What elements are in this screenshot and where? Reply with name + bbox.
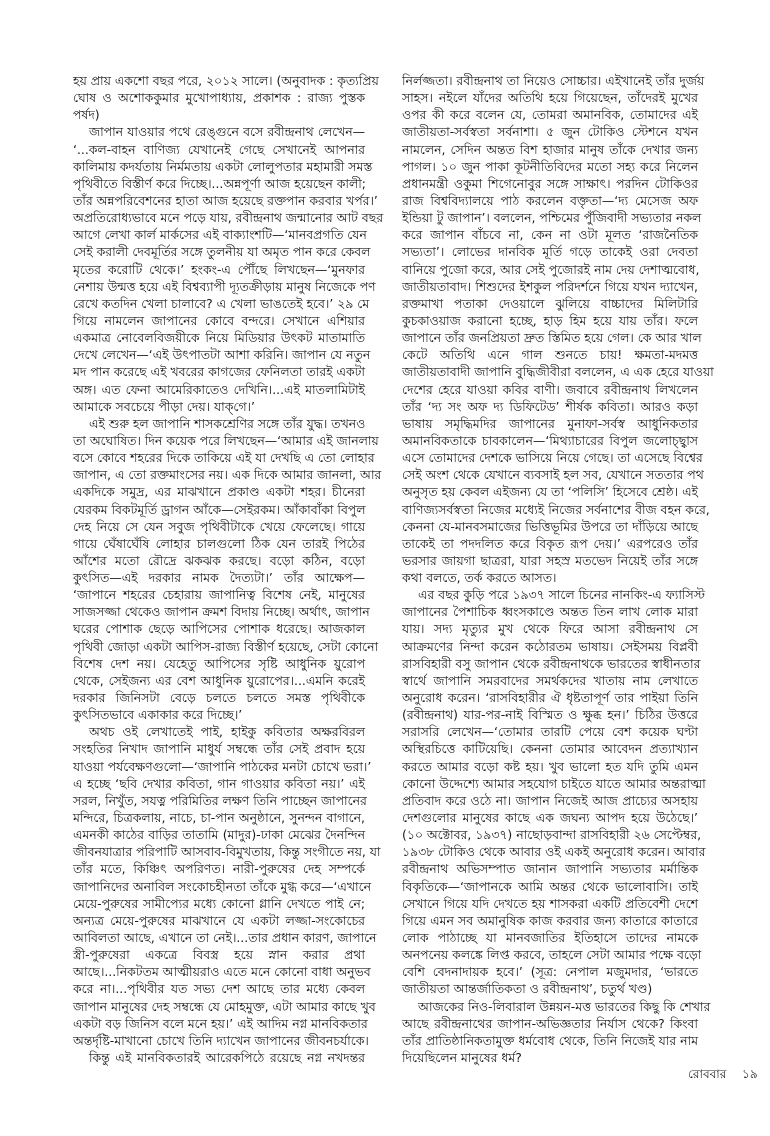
text-line: ঘোষ ও অশোককুমার মুখোপাধ্যায়, প্রকাশক : রাজ্য পুস্তক xyxy=(73,90,365,106)
text-line: কোনো উদ্দেশ্যে আমার সহযোগ চাইতে যাতে আমার অন্তরাত্মা xyxy=(402,775,706,791)
text-line: গায়ে ঘেঁষাঘেঁষি লোহার চালগুলো ঠিক যেন তারই পিঠের xyxy=(73,535,365,551)
text-line: ১৯৩৮ টোকিও থেকে আবার ওই একই অনুরোধ করেন। আবার xyxy=(402,844,706,860)
text-line: কুৎসিত—এই দরকার নামক দৈত্যটা।’ তাঁর আক্ষেপ— xyxy=(73,570,365,586)
text-line: তাঁর অন্নপরিবেশনের হাতা আজ হয়েছে রক্তপান করবার খর্পর।’ xyxy=(73,192,378,208)
text-line: (১০ অক্টোবর, ১৯৩৭) নাছোড়বান্দা রাসবিহারী ২৬ সেপ্টেম্বর, xyxy=(402,827,702,843)
text-line: আঁশের মতো রৌদ্রে ঝকঝক করছে। বড়ো কঠিন, বড়ো xyxy=(73,552,365,568)
text-line: অন্যত্র মেয়ে-পুরুষের মাঝখানে যে একটা লজ্জা-সংকোচের xyxy=(73,912,365,928)
text-line: রাসবিহারী বসু জাপান থেকে রবীন্দ্রনাথকে ভারতের স্বাধীনতার xyxy=(402,655,701,671)
text-line: কেননা যে-মানবসমাজের ভিত্তিভূমির উপরে তা দাঁড়িয়ে আছে xyxy=(402,518,698,534)
text-line: এমনকী কাঠের বাড়ির তাতামি (মাদুর)-ঢাকা মেঝের দৈনন্দিন xyxy=(73,827,365,843)
text-line: রাজ বিশ্ববিদ্যালয়ে পাঠ করলেন বক্তৃতা—‘দ্য মেসেজ অফ xyxy=(402,192,698,208)
text-line: লোক পাঠাচ্ছে যা মানবজাতির ইতিহাসে তাদের নামকে xyxy=(402,930,698,945)
text-line: পাগল। ১০ জুন পাকা কূটনীতিবিদের মতো সহ্য করে নিলেন xyxy=(402,158,698,174)
text-line: অঙ্গ। এত ফেনা আমেরিকাতেও দেখিনি।...এই মাতলামিটাই xyxy=(73,381,365,397)
text-line: আজকের নিও-লিবারাল উন্নয়ন-মত্ত ভারতের কিছু কি শেখার xyxy=(418,998,711,1014)
text-line: হয় প্রায় একশো বছর পরে, ২০১২ সালে। (অনুবাদক : কৃত্যপ্রিয় xyxy=(73,73,379,88)
text-line: মন্দিরে, চিত্রকলায়, নাচে, চা-পান অনুষ্ঠানে, সুনন্দন বাগানে, xyxy=(73,810,365,826)
text-line: এর বছর কুড়ি পরে ১৯৩৭ সালে চিনের নানকিং-এ ফ্যাসিস্ট xyxy=(418,587,705,603)
text-line: পৃথিবী জোড়া একটা আপিস-রাজ্য বিস্তীর্ণ হয়েছে, সেটা কোনো xyxy=(73,638,379,654)
text-line: এই শুরু হল জাপানি শাসকশ্রেণির সঙ্গে তাঁর যুদ্ধ। তখনও xyxy=(89,415,366,431)
text-line: কিন্তু এই মানবিকতারই আরেকপিঠে রয়েছে নগ্ন নখদন্তর xyxy=(89,1049,365,1065)
text-line: ওপর কী করে বলেন যে, তোমরা অমানবিক, তোমাদের এই xyxy=(402,107,698,123)
text-line: কেটে অতিথি এনে গাল শুনতে চায়! ক্ষমতা-মদমত্ত xyxy=(402,347,698,363)
text-line: তাকেই তা পদদলিত করে বিকৃত রূপ দেয়।’ এরপরেও তাঁর xyxy=(402,535,698,551)
text-line: জাপানের পৈশাচিক ধ্বংসকাণ্ডে অন্তত তিন লাখ লোক মারা xyxy=(402,604,698,620)
text-line: করে না।...পৃথিবীর যত সভ্য দেশ আছে তার মধ্যে কেবল xyxy=(73,981,365,997)
text-line: একদিকে সমুদ্র, এর মাঝখানে প্রকাণ্ড একটা শহর। চীনেরা xyxy=(73,484,365,500)
text-line: ‘জাপানে শহরের চেহারায় জাপানিত্ব বিশেষ নেই, মানুষের xyxy=(73,587,365,603)
text-line: একটা বড় জিনিস বলে মনে হয়।’ এই আদিম নগ্ন মানবিকতার xyxy=(73,1015,368,1031)
text-line: কুচকাওয়াজ করানো হচ্ছে, হাড় হিম হয়ে যায় তাঁর। ফলে xyxy=(402,312,698,328)
text-line: জাপানিদের অনাবিল সংকোচহীনতা তাঁকে মুগ্ধ করে—‘এখানে xyxy=(73,878,371,894)
text-line: অথচ ওই লেখাতেই পাই, হাইকু কবিতার অক্ষরবিরল xyxy=(89,724,365,740)
text-line: স্ত্রী-পুরুষেরা একত্রে বিবস্ত্র হয়ে স্নান করার প্রথা xyxy=(73,947,365,963)
text-line: সরাসরি লেখেন—‘তোমার তারটি পেয়ে বেশ কয়েক ঘণ্টা xyxy=(402,724,698,740)
page-footer xyxy=(688,1066,758,1086)
text-line: জাপান, এ তো রক্তমাংসের নয়। এক দিকে আমার জানলা, আর xyxy=(73,467,382,483)
text-line: বিশেষ দেশ নয়। যেহেতু আপিসের সৃষ্টি আধুনিক য়ুরোপ xyxy=(73,655,365,671)
text-line: এসে তোমাদের দেশকে ভাসিয়ে নিয়ে গেছে। তা এসেছে বিশ্বের xyxy=(402,450,703,466)
text-line: জাতীয়তাবাদী জাপানি বুদ্ধিজীবীরা বললেন, এ এক হেরে যাওয়া xyxy=(402,364,714,380)
text-line: সাজসজ্জা থেকেও জাপান ক্রমশ বিদায় নিচ্ছে। অর্থাৎ, জাপান xyxy=(73,604,370,620)
text-line: ‘...কল-বাহন বাণিজ্য যেখানেই গেছে সেখানেই আপনার xyxy=(73,141,365,157)
text-line: স্বার্থে জাপানি সমরবাদের সমর্থকদের খাতায় নাম লেখাতে xyxy=(402,672,698,688)
text-line: অনুসৃত হয় কেবল এইজন্য যে তা ‘পলিসি’ হিসেবে শ্রেষ্ঠ। এই xyxy=(402,484,698,500)
text-line: রবীন্দ্রনাথ অভিসম্পাত জানান জাপানি সভ্যতার মর্মান্তিক xyxy=(402,861,698,877)
text-line: গিয়ে এমন সব অমানুষিক কাজ করবার জন্য কাতারে কাতারে xyxy=(402,912,698,928)
text-line: তা অঘোষিত। দিন কয়েক পরে লিখছেন—‘আমার এই জানলায় xyxy=(73,432,379,448)
text-line: দিয়েছিলেন মানুষের ধর্ম? xyxy=(402,1049,522,1065)
text-line: মৃতের করোটি থেকে।’ হংকং-এ পৌঁছে লিখছেন—‘মুনফার xyxy=(73,261,365,277)
text-line: বাণিজ্যসর্বস্বতা নিজের মধ্যেই নিজের সর্বনাশের বীজ বহন করে, xyxy=(402,501,710,517)
text-line: জীবনযাত্রার পরিপাটি আসবাব-বিমুখতায়, কিন্তু সংগীতে নয়, যা xyxy=(73,844,381,860)
text-line: নির্লজ্জতা। রবীন্দ্রনাথ তা নিয়েও সোচ্চার। এইখানেই তাঁর দুর্জয় xyxy=(402,73,705,88)
text-line: যায়। সদ্য মৃত্যুর মুখ থেকে ফিরে আসা রবীন্দ্রনাথ সে xyxy=(402,621,698,637)
text-line: পৃথিবীতে বিস্তীর্ণ করে দিচ্ছে।...অন্নপূর্ণা আজ হয়েছেন কালী; xyxy=(73,175,366,191)
text-line: অমানবিকতাকে চাবকালেন—‘মিথ্যাচারের বিপুল জলোচ্ছ্বাস xyxy=(402,432,698,448)
text-line: এ হচ্ছে ‘ছবি দেখার কবিতা, গান গাওয়ার কবিতা নয়।’ এই xyxy=(73,775,365,791)
text-line: অন্তর্দৃষ্টি-মাখানো চোখে তিনি দ্যাখেন জাপানের জীবনচর্যাকে। xyxy=(73,1032,369,1048)
text-line: সাহস। নইলে যাঁদের অতিথি হয়ে গিয়েছেন, তাঁদেরই মুখের xyxy=(402,90,698,106)
text-line: পর্ষদ) xyxy=(73,107,100,123)
text-line: নেশায় উন্মত্ত হয়ে এই বিশ্বব্যাপী দ্যূতক্রীড়ায় মানুষ নিজেকে পণ xyxy=(73,278,376,294)
text-line: আছে রবীন্দ্রনাথের জাপান-অভিজ্ঞতার নির্যাস থেকে? কিংবা xyxy=(402,1015,698,1031)
text-line: জাতীয়তাবাদ। শিশুদের ইশকুল পরিদর্শনে গিয়ে যখন দ্যাখেন, xyxy=(402,278,698,294)
text-line: বেশি বেদনাদায়ক হবে।’ (সূত্র: নেপাল মজুমদার, ‘ভারতে xyxy=(402,964,698,980)
text-line: জাপান যাওয়ার পথে রেঙ্গুনে বসে রবীন্দ্রনাথ লেখেন— xyxy=(89,124,365,140)
text-line: অনপনেয় কলঙ্কে লিপ্ত করবে, তাহলে সেটা আমার পক্ষে বড়ো xyxy=(402,947,702,963)
text-line: রক্তমাখা পতাকা দেওয়ালে ঝুলিয়ে বাচ্চাদের মিলিটারি xyxy=(402,295,698,311)
text-line: সেই করালী দেবমূর্তির সঙ্গে তুলনীয় যা অমৃত পান করে কেবল xyxy=(73,244,371,260)
text-line: আবিলতা আছে, এখানে তা নেই।...তার প্রধান কারণ, জাপানে xyxy=(73,930,377,945)
text-line: বিকৃতিকে—‘জাপানকে আমি অন্তর থেকে ভালোবাসি। তাই xyxy=(402,878,698,894)
text-line: সভ্যতা’। লোভের দানবিক মূর্তি গড়ে তাকেই ওরা দেবতা xyxy=(402,244,698,260)
text-line: দেশগুলোর মানুষের কাছে এক জঘন্য আপদ হয়ে উঠেছে।’ xyxy=(402,810,698,826)
text-line: জাতীয়তা-সর্বস্বতা সর্বনাশা। ৫ জুন টোকিও স্টেশনে যখন xyxy=(402,124,698,140)
text-line: আছে।...নিকটতম আত্মীয়রাও এতে মনে কোনো বাধা অনুভব xyxy=(73,964,371,980)
text-line: অনুরোধ করেন। ‘রাসবিহারীর ঐ ধৃষ্টতাপূর্ণ তার পাইয়া তিনি xyxy=(402,690,698,706)
text-line: প্রতিবাদ করে ওঠে না। জাপান নিজেই আজ প্রাচ্যের অসহায় xyxy=(402,792,698,808)
text-line: আক্রমণের নিন্দা করেন কঠোরতম ভাষায়। সেইসময় বিপ্লবী xyxy=(402,638,698,654)
text-line: দেশের হেরে যাওয়া কবির বাণী। জবাবে রবীন্দ্রনাথ লিখলেন xyxy=(402,381,698,397)
text-line: তাঁর মতে, কিঞ্চিৎ অপরিণত। নারী-পুরুষের দেহ সম্পর্কে xyxy=(73,861,365,877)
text-line: (রবীন্দ্রনাথ) যার-পর-নাই বিস্মিত ও ক্ষুব্ধ হন।’ চিঠির উত্তরে xyxy=(402,707,698,723)
text-line: সরল, নিখুঁত, সযত্ন পরিমিতির লক্ষণ তিনি পাচ্ছেন জাপানের xyxy=(73,792,367,808)
text-line: কুৎসিতভাবে একাকার করে দিচ্ছে।’ xyxy=(73,707,243,723)
text-line: ভাষায় সমৃদ্ধিমদির জাপানের মুনাফা-সর্বস্ব আধুনিকতার xyxy=(402,415,698,431)
text-line: ইন্ডিয়া টু জাপান’। বললেন, পশ্চিমের পুঁজিবাদী সভ্যতার নকল xyxy=(402,210,702,226)
text-line: জাতীয়তা আন্তর্জাতিকতা ও রবীন্দ্রনাথ’, চতুর্থ খণ্ড) xyxy=(402,981,653,997)
page-number: ১৯ xyxy=(742,1067,758,1081)
text-line: জাপানে তাঁর জনপ্রিয়তা দ্রুত স্তিমিত হয়ে গেল। কে আর খাল xyxy=(402,330,702,346)
text-line: আমাকে সবচেয়ে পীড়া দেয়। যাক্‌গে।’ xyxy=(73,398,255,414)
text-line: সেই অংশ থেকে যেখানে ব্যবসাই হল সব, যেখানে সততার পথ xyxy=(402,467,704,483)
publication-name: রোববার xyxy=(688,1067,727,1081)
text-line: বসে কোবে শহরের দিকে তাকিয়ে এই যা দেখছি এ তো লোহার xyxy=(73,450,375,466)
text-line: গিয়ে নামলেন জাপানের কোবে বন্দরে। সেখানে এশিয়ার xyxy=(73,312,365,328)
text-line: সেখানে গিয়ে যদি দেখতে হয় শাসকরা একটি প্রতিবেশী দেশে xyxy=(402,895,698,911)
text-line: প্রধানমন্ত্রী ওকুমা শিগেনোবুর সঙ্গে সাক্ষাৎ। পরদিন টোকিওর xyxy=(402,175,698,191)
text-line: তাঁর ‘দ্য সং অফ দ্য ডিফিটেড’ শীর্ষক কবিতা। আরও কড়া xyxy=(402,398,698,414)
text-line: যাওয়া পর্যবেক্ষণগুলো—‘জাপানি পাঠকের মনটা চোখে ভরা।’ xyxy=(73,758,372,774)
text-line: সংহতির নিখাদ জাপানি মাধুর্য সম্বন্ধে তাঁর সেই প্রবাদ হয়ে xyxy=(73,741,365,757)
text-line: করতে আমার বড়ো কষ্ট হয়। খুব ভালো হত যদি তুমি এমন xyxy=(402,758,698,774)
text-line: অপ্রতিরোধ্যভাবে মনে পড়ে যায়, রবীন্দ্রনাথ জন্মানোর আট বছর xyxy=(73,210,384,226)
text-line: কথা বলতে, তর্ক করতে আসত। xyxy=(402,570,557,586)
text-line: দরকার জিনিসটা বেড়ে চলতে চলতে সমস্ত পৃথিবীকে xyxy=(73,690,365,706)
text-line: দেখে লেখেন—‘এই উৎপাতটা আশা করিনি। জাপান যে নতুন xyxy=(73,347,371,363)
text-line: থেকে, সেইজন্য এর বেশ আধুনিক য়ুরোপের।...এমনি করেই xyxy=(73,672,365,688)
text-line: করে জাপান বাঁচবে না, কেন না ওটা মূলত ‘রাজনৈতিক xyxy=(402,227,698,243)
text-line: রেখে কতদিন খেলা চালাবে? এ খেলা ভাঙতেই হবে।’ ২৯ মে xyxy=(73,295,370,311)
text-line: যেরকম বিকটমূর্তি ড্রাগন আঁকে—সেইরকম। আঁকাবাঁকা বিপুল xyxy=(73,501,366,517)
text-line: আগে লেখা কার্ল মার্কসের এই বাক্যাংশটি—‘মানবপ্রগতি যেন xyxy=(73,227,367,243)
text-line: বানিয়ে পুজো করে, আর সেই পুজোরই নাম দেয় দেশাত্মবোধ, xyxy=(402,261,700,277)
text-line: ঘরের পোশাক ছেড়ে আপিসের পোশাক ধরেছে। আজকাল xyxy=(73,621,365,637)
text-line: কালিমায় কদর্যতায় নির্মমতায় একটা লোলুপতার মহামারী সমস্ত xyxy=(73,158,373,174)
text-line: জাপান মানুষের দেহ সম্বন্ধে যে মোহমুক্ত, এটা আমার কাছে খুব xyxy=(73,998,376,1014)
text-line: নামলেন, সেদিন অন্তত বিশ হাজার মানুষ তাঁকে দেখার জন্য xyxy=(402,141,698,157)
text-line: তাঁর প্রাতিষ্ঠানিকতামুক্ত ধর্মবোধ থেকে, তিনি নিজেই যার নাম xyxy=(402,1032,698,1048)
text-line: মেয়ে-পুরুষের সামীপ্যের মধ্যে কোনো গ্লানি দেখতে পাই নে; xyxy=(73,895,365,911)
text-line: অস্থিরচিত্তে কাটিয়েছি। কেননা তোমার আবেদন প্রত্যাখ্যান xyxy=(402,741,698,757)
text-line: দেহ নিয়ে সে যেন সবুজ পৃথিবীটাকে খেয়ে ফেলেছে। গায়ে xyxy=(73,518,365,534)
text-line: একমাত্র নোবেলবিজয়ীকে নিয়ে মিডিয়ার উৎকট মাতামাতি xyxy=(73,330,365,346)
text-line: ভরসার জায়গা ছাত্ররা, যারা সহস্র মতভেদ নিয়েই তাঁর সঙ্গে xyxy=(402,552,698,568)
text-line: মদ পান করেছে এই খবরের কাগজের ফেনিলতা তারই একটা xyxy=(73,364,365,380)
